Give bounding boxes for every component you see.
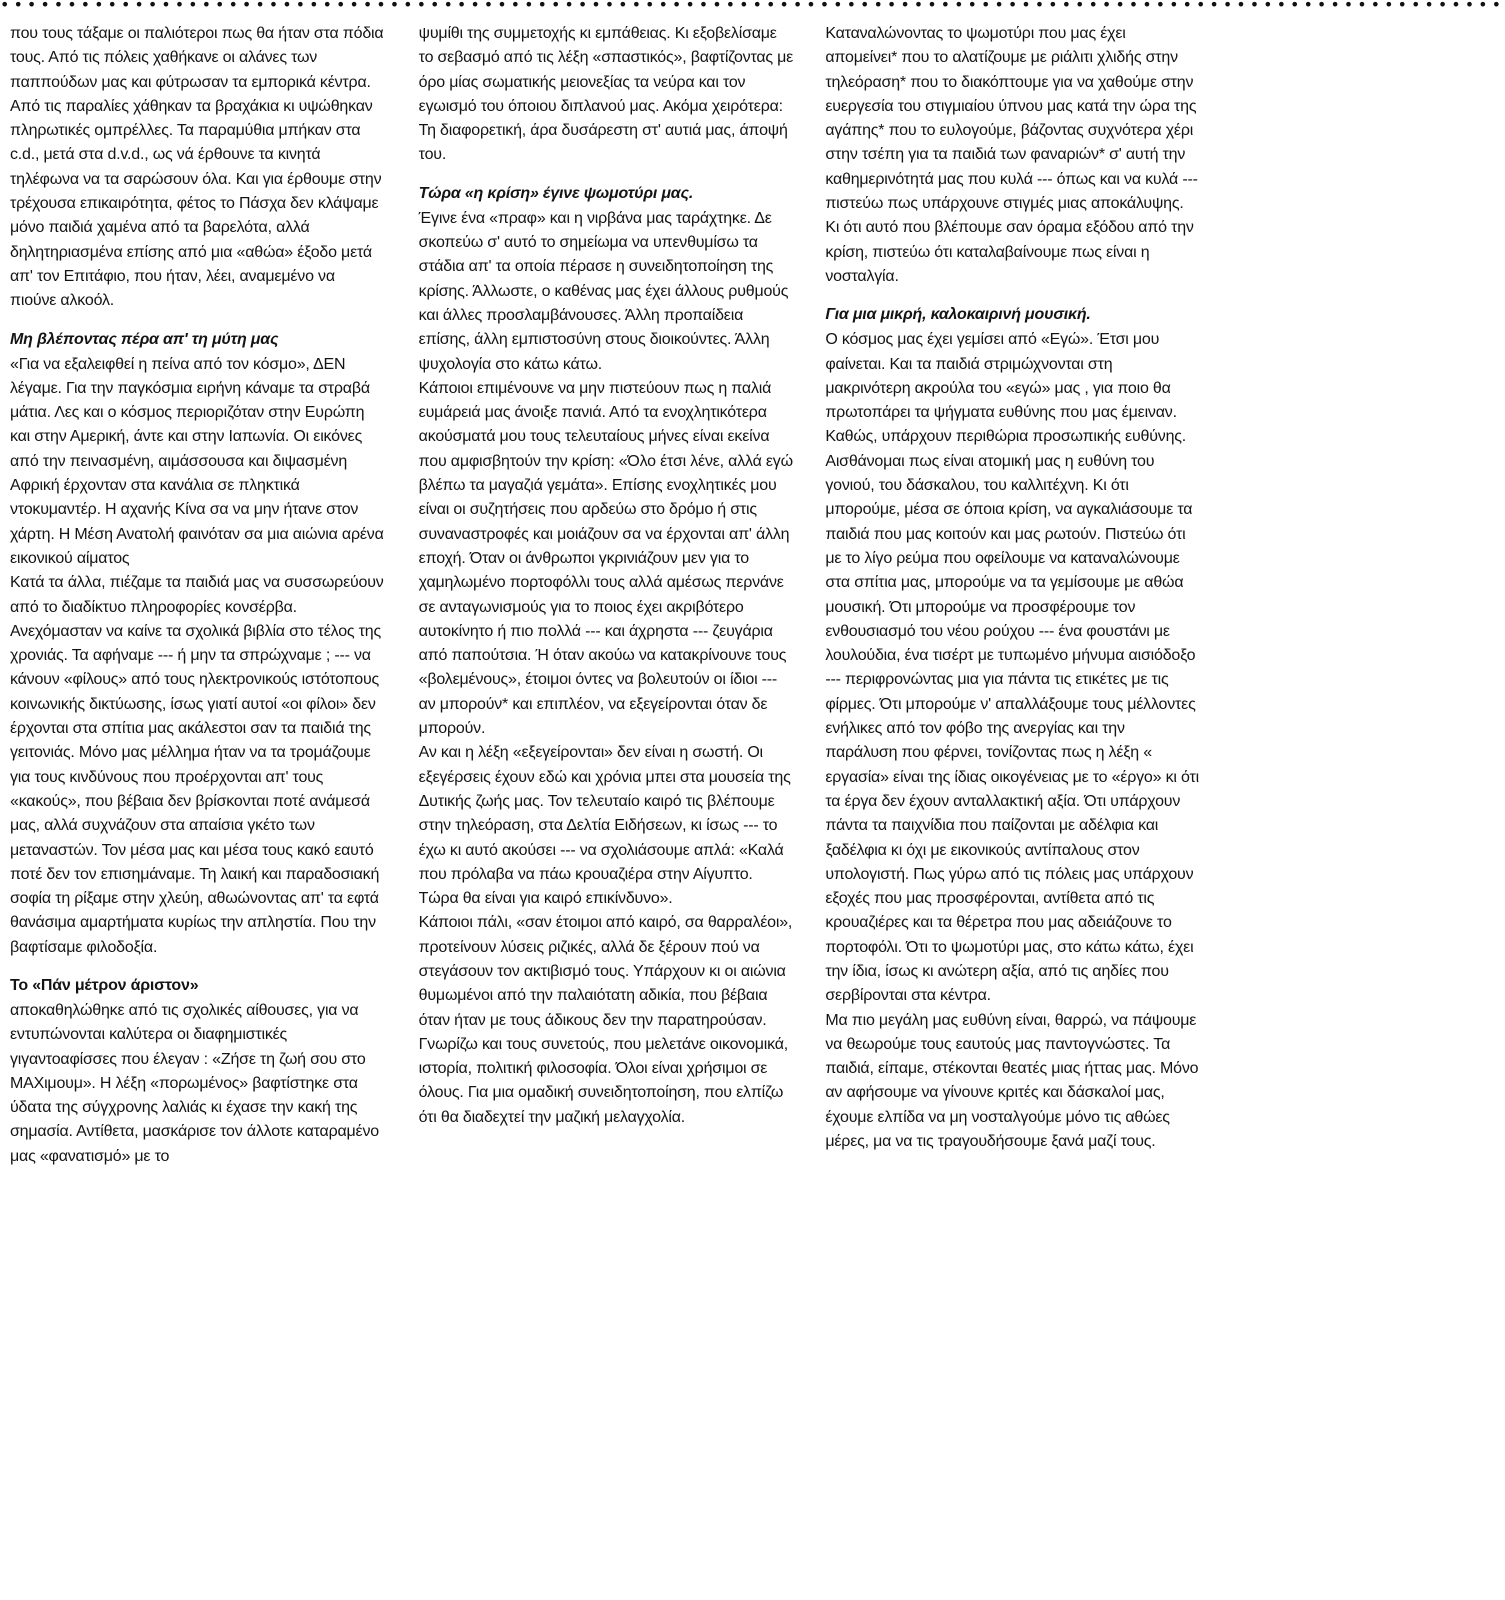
paragraph: Κάποιοι πάλι, «σαν έτοιμοι από καιρό, σα θαρραλέοι», προτείνουν λύσεις ριζικές, αλλά δε ξέρουν πού να στεγάσουν τον ακτιβισμό τους. Υπάρχουν κι οι αιώνια θυμωμένοι από την παλαιότατη αδικία, που βέβαια όταν ήταν με τους άδικους δεν την παρατηρούσαν. Γνωρίζω και τους συνετούς, που μελετάνε οικονομικά, ιστορία, πολιτική φιλοσοφία. Όλοι είναι χρήσιμοι σε όλους. Για μια ομαδική συνειδητοποίηση, που ελπίζω ότι θα διαδεχτεί την μαζική μελαγχολία.: [418, 914, 793, 1126]
column-1: [10, 22, 385, 1596]
paragraph: Καταναλώνοντας το ψωμοτύρι που μας έχει απομείνει* που το αλατίζουμε με ριάλιτι χλιδής στην τηλεόραση* που το διακόπτουμε για να χαθούμε στην ευεργεσία του στιγμιαίου ύπνου μας κατά την ώρα της αγάπης* που το ευλογούμε, βάζοντας συχνότερα χέρι στην τσέπη για τα παιδιά των φαναριών* σ' αυτή την καθημερινότητά μας που κυλά --- όπως και να κυλά --- πιστεύω πως υπάρχουνε στιγμές μιας αποκάλυψης. Κι ότι αυτό που βλέπουμε σαν όραμα εξόδου από την κρίση, πιστεύω ότι καταλαβαίνουμε πως είναι η νοσταλγία.: [825, 25, 1198, 285]
paragraph: Κατά τα άλλα, πιέζαμε τα παιδιά μας να συσσωρεύουν από το διαδίκτυο πληροφορίες κονσέρβα. Ανεχόμασταν να καίνε τα σχολικά βιβλία στο τέλος της χρονιάς. Τα αφήναμε --- ή μην τα σπρώχναμε ; --- να κάνουν «φίλους» από τους ηλεκτρονικούς ιστότοπους κοινωνικής δικτύωσης, ίσως γιατί αυτοί «οι φίλοι» δεν έρχονται στα σπίτια μας ακάλεστοι σαν τα παιδιά της γειτονιάς. Μόνο μας μέλλημα ήταν να τα τρομάζουμε για τους κινδύνους που προέρχονται απ' τους «κακούς», που βέβαια δεν βρίσκονται ποτέ ανάμεσά μας, αλλά συχνάζουν στα απαίσια γκέτο των μεταναστών. Τον μέσα μας και μέσα τους κακό εαυτό ποτέ δεν τον επισημάναμε. Τη λαική και παραδοσιακή σοφία τη ρίξαμε στην χλεύη, αθωώνοντας απ' τα εφτά θανάσιμα αμαρτήματα κυρίως την απληστία. Που την βαφτίσαμε φιλοδοξία.: [10, 574, 384, 956]
paragraph: Μα πιο μεγάλη μας ευθύνη είναι, θαρρώ, να πάψουμε να θεωρούμε τους εαυτούς μας παντογνώστες. Τα παιδιά, είπαμε, στέκονται θεατές μιας ήττας μας. Μόνο αν αφήσουμε να γίνουνε κριτές και δάσκαλοί μας, έχουμε ελπίδα να μη νοσταλγούμε μόνο τις αθώες μέρες, μα να τις τραγουδήσουμε ξανά μαζί τους.: [825, 1011, 1199, 1151]
column-2: [411, 22, 794, 1596]
subheading: Το «Πάν μέτρον άριστον»: [10, 976, 199, 994]
paragraph: αποκαθηλώθηκε από τις σχολικές αίθουσες, για να εντυπώνονται καλύτερα οι διαφημιστικές γιγαντοαφίσσες που έλεγαν : «Ζήσε τη ζωή σου στο ΜΑΧιμουμ». Η λέξη «πορωμένος» βαφτίστηκε στα ύδατα της σύγχρονης λαλιάς κι έχασε την κακή της σημασία. Αντίθετα, μασκάρισε τον άλλοτε καταραμένο μας «φανατισμό» με το: [10, 1001, 379, 1165]
subheading: Τώρα «η κρίση» έγινε ψωμοτύρι μας.: [418, 184, 694, 202]
article-body: [10, 22, 1200, 1596]
subheading: Για μια μικρή, καλοκαιρινή μουσική.: [825, 306, 1091, 324]
paragraph: Ο κόσμος μας έχει γεμίσει από «Εγώ». Έτσι μου φαίνεται. Και τα παιδιά στριμώχνονται στη μακρινότερη ακρούλα του «εγώ» μας , για ποιο θα πρωτοπάρει τα ψήγματα ευθύνης που μας έμειναν.: [825, 331, 1177, 422]
paragraph: Αν και η λέξη «εξεγείρονται» δεν είναι η σωστή. Οι εξεγέρσεις έχουν εδώ και χρόνια μπει στα μουσεία της Δυτικής ζωής μας. Τον τελευταίο καιρό τις βλέπουμε στην τηλεόραση, στα Δελτία Ειδήσεων, κι ίσως --- το έχω κι αυτό ακούσει --- να σχολιάσουμε απλά: «Καλά που πρόλαβα να πάω κρουαζιέρα στην Αίγυπτο. Τώρα θα είναι για καιρό επικίνδυνο».: [418, 744, 791, 908]
paragraph: ψυμίθι της συμμετοχής κι εμπάθειας. Κι εξοβελίσαμε το σεβασμό από τις λέξη «σπαστικός», βαφτίζοντας με όρο μίας σωματικής μειονεξίας τα νεύρα και τον εγωισμό του όποιου διπλανού μας. Ακόμα χειρότερα: Τη διαφορετική, άρα δυσάρεστη στ' αυτιά μας, άποψή του.: [418, 25, 794, 164]
paragraph: Έγινε ένα «πραφ» και η νιρβάνα μας ταράχτηκε. Δε σκοπεύω σ' αυτό το σημείωμα να υπενθυμίσω τα στάδια απ' τα οποία πέρασε η συνειδητοποίηση της κρίσης. Άλλωστε, ο καθένας μας έχει άλλους ρυθμούς και άλλες προσλαμβάνουσες. Άλλη προπαίδεια επίσης, άλλη εμπιστοσύνη στους διοικούντες. Άλλη ψυχολογία στο κάτω κάτω.: [418, 209, 789, 373]
paragraph: που τους τάξαμε οι παλιότεροι πως θα ήταν στα πόδια τους. Από τις πόλεις χαθήκανε οι αλάνες των παππούδων μας και φύτρωσαν τα εμπορικά κέντρα. Από τις παραλίες χάθηκαν τα βραχάκια κι υψώθηκαν πληρωτικές ομπρέλλες. Τα παραμύθια μπήκαν στα c.d., μετά στα d.v.d., ως νά έρθουνε τα κινητά τηλέφωνα να τα σαρώσουν όλα. Και για έρθουμε στην τρέχουσα επικαιρότητα, φέτος το Πάσχα δεν κλάψαμε μόνο παιδιά χαμένα από τα βαρελότα, αλλά δηλητηριασμένα επίσης από μια «αθώα» έξοδο μετά απ' τον Επιτάφιο, που ήταν, λέει, αναμεμένο να πιούνε αλκοόλ.: [10, 25, 384, 310]
subheading: Μη βλέποντας πέρα απ' τη μύτη μας: [10, 330, 279, 348]
top-dotted-rule: ••••••••••••••••••••••••••••••••••••••••••••••••••••••••••••••••••••••••••••••••••••••••••••••••••••••••••••••••: [0, 0, 1505, 14]
paragraph: Καθώς, υπάρχουν περιθώρια προσωπικής ευθύνης. Αισθάνομαι πως είναι ατομική μας η ευθύνη του γονιού, του δάσκαλου, του καλλιτέχνη. Κι ότι μπορούμε, μέσα σε όποια κρίση, να αγκαλιάσουμε τα παιδιά που μας κοιτούν και μας ρωτούν. Πιστεύω ότι με το λίγο ρεύμα που οφείλουμε να καταναλώνουμε στα σπίτια μας, μπορούμε να τα γεμίσουμε με αθώα μουσική. Ότι μπορούμε να προσφέρουμε τον ενθουσιασμό του νέου ρούχου --- ένα φουστάνι με λουλούδια, ένα τισέρτ με τυπωμένο μήνυμα αισιόδοξο --- περιφρονώντας μια για πάντα τις ετικέτες με τις φίρμες. Ότι μπορούμε ν' απαλλάξουμε τους μέλλοντες ενήλικες από τον φόβο της ανεργίας και την παράλυση που φέρνει, τονίζοντας πως η λέξη « εργασία» είναι της ίδιας οικογένειας με το «έργο» κι ότι τα έργα δεν έχουν ανταλλακτική αξία. Ότι υπάρχουν πάντα τα παιχνίδια που παίζονται με αδέλφια και ξαδέλφια κι όχι με εικονικούς αντίπαλους στον υπολογιστή. Πως γύρω από τις πόλεις μας υπάρχουν εξοχές που μας προσφέρονται, αντίθετα από τις κρουαζιέρες και τα θέρετρα που μας αδειάζουνε το πορτοφόλι. Ότι το ψωμοτύρι μας, στο κάτω κάτω, έχει την ίδια, ίσως κι ανώτερη αξία, από τις αηδίες που σερβίρονται στα κέντρα.: [825, 428, 1199, 1005]
paragraph: «Για να εξαλειφθεί η πείνα από τον κόσμο», ΔΕΝ λέγαμε. Για την παγκόσμια ειρήνη κάναμε τα στραβά μάτια. Λες και ο κόσμος περιοριζόταν στην Ευρώπη και στην Αμερική, άντε και στην Ιαπωνία. Οι εικόνες από την πεινασμένη, αιμάσσουσα και διψασμένη Αφρική έρχονταν στα κανάλια σε πληκτικά ντοκυμαντέρ. Η αχανής Κίνα σα να μην ήτανε στον χάρτη. Η Μέση Ανατολή φαινόταν σα μια αιώνια αρένα εικονικού αίματος: [10, 355, 384, 567]
column-3: [819, 22, 1200, 1596]
paragraph: Κάποιοι επιμένουνε να μην πιστεύουν πως η παλιά ευμάρειά μας άνοιξε πανιά. Από τα ενοχλητικότερα ακούσματά μου τους τελευταίους μήνες είναι εκείνα που αμφισβητούν την κρίση: «Όλο έτσι λένε, αλλά εγώ βλέπω τα μαγαζιά γεμάτα». Επίσης ενοχλητικές μου είναι οι συζητήσεις που αρδεύω στο δρόμο ή στις συναναστροφές και μοιάζουν σα να έρχονται απ' άλλη εποχή. Όταν οι άνθρωποι γκρινιάζουν μεν για το χαμηλωμένο πορτοφόλλι τους αλλά αμέσως περνάνε σε ανταγωνισμούς για το ποιος έχει ακριβότερο αυτοκίνητο ή πιο πολλά --- και άχρηστα --- ζευγάρια από παπούτσια. Ή όταν ακούω να κατακρίνουνε τους «βολεμένους», έτοιμοι όντες να βολευτούν οι ίδιοι --- αν μπορούν* και επιπλέον, να εξεγείρονται όταν δε μπορούν.: [418, 379, 793, 738]
